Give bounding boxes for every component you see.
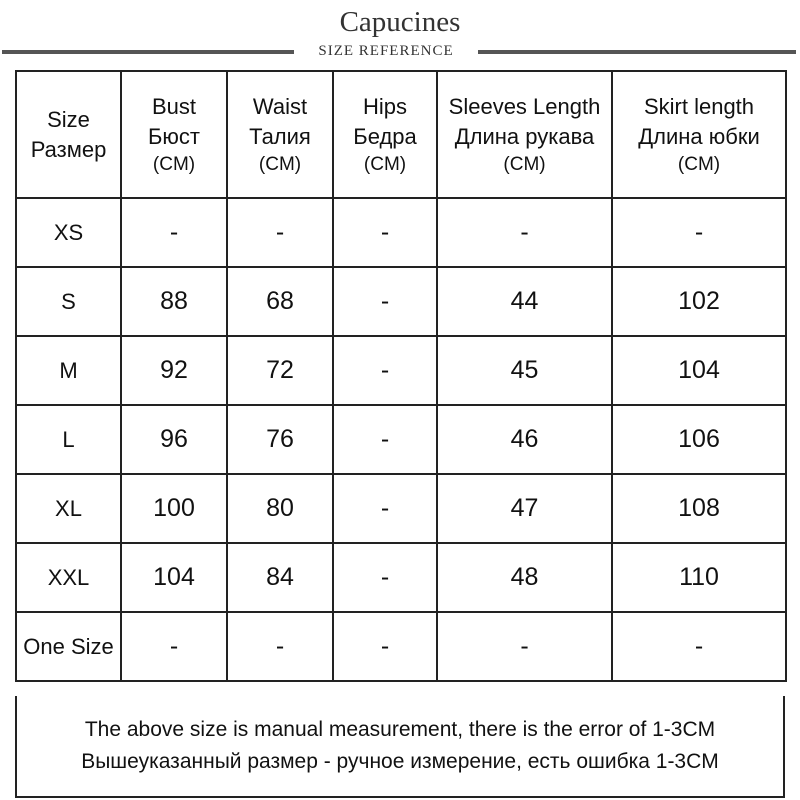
subtitle: SIZE REFERENCE	[318, 43, 454, 59]
subtitle-row	[0, 42, 800, 62]
skirt-cell: 108	[612, 474, 786, 543]
header-label-ru: Бюст	[147, 123, 200, 149]
waist-cell: 80	[227, 474, 333, 543]
skirt-cell: 104	[612, 336, 786, 405]
header-label-en: Skirt length	[643, 93, 755, 119]
table-row	[16, 198, 786, 267]
bust-cell: -	[121, 198, 227, 267]
bust-cell: 100	[121, 474, 227, 543]
hips-cell: -	[333, 405, 437, 474]
waist-cell: -	[227, 198, 333, 267]
measurement-note	[15, 696, 785, 798]
header-label-en: Bust	[151, 93, 197, 119]
header-unit: (CM)	[363, 153, 407, 175]
header-label-en: Sleeves Length	[448, 93, 601, 119]
hips-cell: -	[333, 336, 437, 405]
table-row	[16, 267, 786, 336]
size-cell: XS	[16, 198, 121, 267]
hips-cell: -	[333, 474, 437, 543]
hips-cell: -	[333, 612, 437, 681]
hips-cell: -	[333, 267, 437, 336]
table-row	[16, 405, 786, 474]
size-cell: XXL	[16, 543, 121, 612]
waist-cell: 72	[227, 336, 333, 405]
table-row	[16, 336, 786, 405]
table-header-row	[16, 71, 786, 198]
skirt-cell: -	[612, 198, 786, 267]
sleeves-cell: 47	[437, 474, 612, 543]
header-label-ru: Бедра	[353, 123, 417, 149]
bust-cell: 96	[121, 405, 227, 474]
header-unit: (CM)	[503, 153, 546, 175]
size-cell: XL	[16, 474, 121, 543]
sleeves-cell: 44	[437, 267, 612, 336]
header-label-en: Size	[47, 106, 90, 132]
waist-cell: 68	[227, 267, 333, 336]
header-label-en: Waist	[252, 93, 308, 119]
divider-right	[478, 50, 796, 54]
brand-title: Capucines	[339, 6, 461, 38]
header-label-ru: Длина рукава	[454, 123, 595, 149]
sleeves-cell: -	[437, 198, 612, 267]
hips-cell: -	[333, 543, 437, 612]
divider-left	[2, 50, 294, 54]
header-unit: (CM)	[152, 153, 196, 175]
table-row	[16, 474, 786, 543]
header-unit: (CM)	[677, 153, 721, 175]
sleeves-cell: 48	[437, 543, 612, 612]
header-cell-skirt	[612, 71, 786, 198]
skirt-cell: 110	[612, 543, 786, 612]
table-row	[16, 612, 786, 681]
sleeves-cell: 45	[437, 336, 612, 405]
table-row	[16, 543, 786, 612]
sleeves-cell: -	[437, 612, 612, 681]
size-table	[15, 70, 787, 682]
header-cell-size	[16, 71, 121, 198]
skirt-cell: 106	[612, 405, 786, 474]
header-label-ru: Длина юбки	[638, 123, 760, 149]
waist-cell: 76	[227, 405, 333, 474]
size-cell: One Size	[16, 612, 121, 681]
size-cell: S	[16, 267, 121, 336]
size-cell: L	[16, 405, 121, 474]
header-cell-hips	[333, 71, 437, 198]
header-unit: (CM)	[258, 153, 302, 175]
header-cell-bust	[121, 71, 227, 198]
header-cell-waist	[227, 71, 333, 198]
header-label-ru: Размер	[30, 136, 107, 162]
bust-cell: -	[121, 612, 227, 681]
skirt-cell: -	[612, 612, 786, 681]
header-cell-sleeves	[437, 71, 612, 198]
note-text-ru: Вышеуказанный размер - ручное измерение, есть ошибка 1-3CM	[81, 750, 719, 773]
bust-cell: 92	[121, 336, 227, 405]
header-label-ru: Талия	[249, 123, 311, 149]
skirt-cell: 102	[612, 267, 786, 336]
sleeves-cell: 46	[437, 405, 612, 474]
hips-cell: -	[333, 198, 437, 267]
size-cell: M	[16, 336, 121, 405]
bust-cell: 104	[121, 543, 227, 612]
waist-cell: 84	[227, 543, 333, 612]
waist-cell: -	[227, 612, 333, 681]
bust-cell: 88	[121, 267, 227, 336]
note-text-en: The above size is manual measurement, there is the error of 1-3CM	[84, 718, 716, 741]
header-label-en: Hips	[362, 93, 407, 119]
